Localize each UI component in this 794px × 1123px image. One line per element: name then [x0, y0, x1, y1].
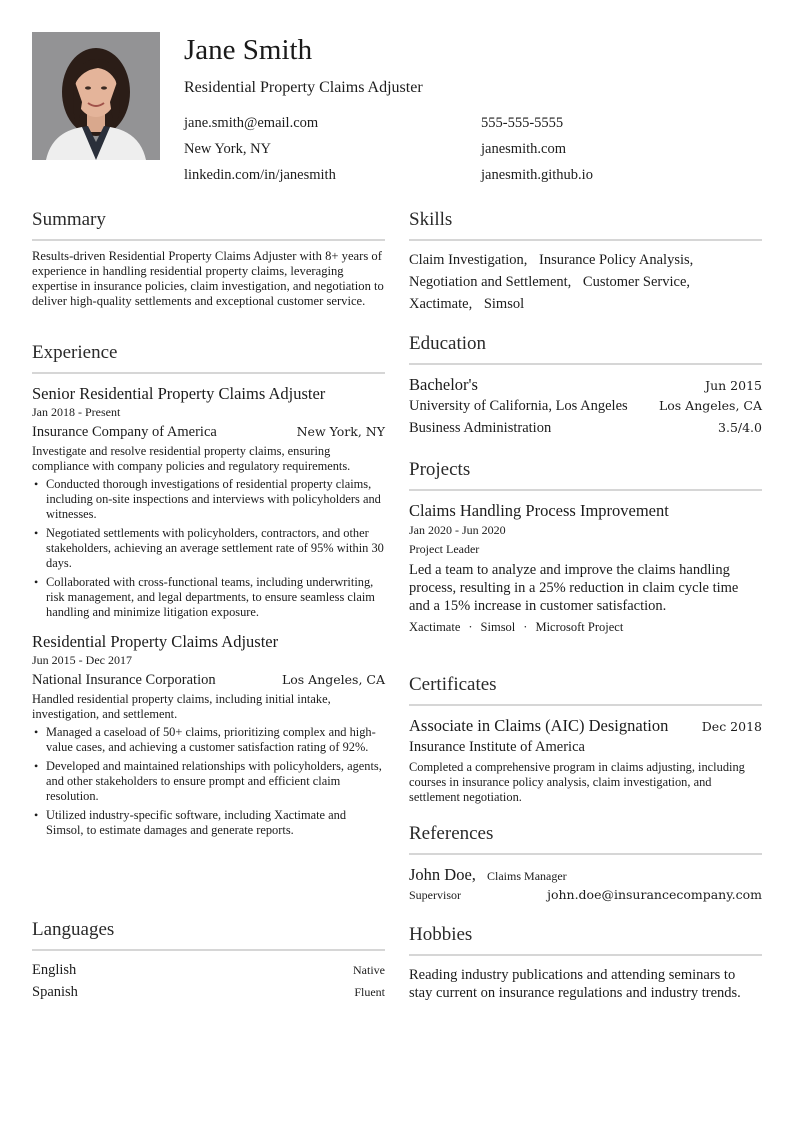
github-link[interactable]: janesmith.github.io [481, 167, 593, 183]
hobbies-heading: Hobbies [409, 923, 762, 956]
experience-heading: Experience [32, 341, 385, 374]
job-title: Residential Property Claims Adjuster [32, 632, 279, 651]
candidate-title: Residential Property Claims Adjuster [184, 79, 423, 96]
job-bullets [32, 725, 385, 838]
job-company: Insurance Company of America [32, 424, 217, 440]
references-section [409, 822, 762, 903]
language-name: English [32, 962, 77, 978]
languages-heading: Languages [32, 918, 385, 951]
certificates-section [409, 673, 762, 805]
project-dates: Jan 2020 - Jun 2020 [409, 523, 506, 537]
reference-detail-row [409, 887, 762, 903]
experience-section [32, 341, 385, 842]
summary-section [32, 208, 385, 309]
skill-item: Claim Investigation [409, 252, 524, 268]
job-description: Handled residential property claims, including initial intake, investigation, and settlement. [32, 692, 331, 721]
hobbies-section [409, 923, 762, 1002]
education-field: Business Administration [409, 420, 552, 436]
education-location: Los Angeles, CA [658, 398, 762, 413]
job-bullet: • Collaborated with cross-functional teams, including underwriting, risk management, and legal departments, to ensure seamless claim handling and minimize litigation exposure. [32, 575, 385, 620]
project-description: Led a team to analyze and improve the claims handling process, resulting in a 25% reduction in claim cycle time and a 15% increase in customer satisfaction. [409, 562, 739, 614]
summary-text: Results-driven Residential Property Claims Adjuster with 8+ years of experience in handling residential property claims, leveraging expertise in insurance policies, claim investigation, and negotiation to deliver high-quality settlements and exceptional customer service. [32, 249, 384, 308]
skill-item: Insurance Policy Analysis [539, 252, 690, 268]
skill-item: Simsol [483, 296, 525, 312]
job-entry [32, 384, 385, 620]
job-location: New York, NY [296, 424, 385, 439]
job-bullet: • Utilized industry-specific software, including Xactimate and Simsol, to estimate damages and generate reports. [32, 808, 385, 838]
skills-heading: Skills [409, 208, 762, 241]
phone-number[interactable]: 555-555-5555 [481, 115, 564, 131]
language-level: Native [353, 963, 385, 977]
hobbies-text: Reading industry publications and attending seminars to stay current on insurance regulations and industry trends. [409, 967, 741, 1001]
candidate-name: Jane Smith [184, 34, 313, 66]
language-name: Spanish [32, 984, 78, 1000]
language-level: Fluent [354, 985, 385, 999]
certificate-issuer: Insurance Institute of America [409, 739, 585, 755]
linkedin-link[interactable]: linkedin.com/in/janesmith [184, 167, 336, 183]
project-tags: Xactimate · Simsol · Microsoft Project [409, 620, 624, 634]
portrait-image [32, 32, 160, 160]
certificate-description: Completed a comprehensive program in claims adjusting, including courses in insurance policy analysis, claim investigation, and settlement negotiation. [409, 760, 745, 804]
job-bullet: • Managed a caseload of 50+ claims, prioritizing complex and high-value cases, and achieving a customer satisfaction rating of 92%. [32, 725, 385, 755]
certificate-name: Associate in Claims (AIC) Designation [409, 716, 669, 735]
projects-heading: Projects [409, 458, 762, 491]
job-description: Investigate and resolve residential property claims, ensuring compliance with company policies and regulatory requirements. [32, 444, 351, 473]
job-title: Senior Residential Property Claims Adjuster [32, 384, 326, 403]
project-name: Claims Handling Process Improvement [409, 501, 669, 520]
job-company-row [32, 423, 385, 441]
job-dates: Jan 2018 - Present [32, 405, 121, 419]
languages-section [32, 918, 385, 1005]
job-company-row [32, 671, 385, 689]
certificate-row [409, 716, 762, 736]
education-degree: Bachelor's [409, 375, 478, 394]
job-bullet: • Negotiated settlements with policyholders, contractors, and other stakeholders, achieving an average settlement rate of 95% within 30 days. [32, 526, 385, 571]
certificate-date: Dec 2018 [701, 719, 762, 734]
education-school: University of California, Los Angeles [409, 398, 628, 414]
profile-photo [32, 32, 160, 160]
reference-position: Claims Manager [487, 869, 567, 883]
project-role: Project Leader [409, 542, 480, 556]
project-tag: Microsoft Project [535, 620, 624, 634]
job-company: National Insurance Corporation [32, 672, 216, 688]
project-tag: Simsol [480, 620, 516, 634]
skill-item: Negotiation and Settlement [409, 274, 568, 290]
language-row [32, 983, 385, 1001]
job-dates: Jun 2015 - Dec 2017 [32, 653, 132, 667]
job-location: Los Angeles, CA [281, 672, 385, 687]
skill-item: Customer Service [582, 274, 687, 290]
education-school-row [409, 397, 762, 415]
reference-email[interactable]: john.doe@insurancecompany.com [547, 887, 762, 902]
skills-section [409, 208, 762, 315]
certificates-heading: Certificates [409, 673, 762, 706]
website-link[interactable]: janesmith.com [481, 141, 566, 157]
education-heading: Education [409, 332, 762, 365]
job-bullets [32, 477, 385, 620]
summary-heading: Summary [32, 208, 385, 241]
language-row [32, 961, 385, 979]
email-link[interactable]: jane.smith@email.com [184, 115, 319, 131]
education-degree-row [409, 375, 762, 395]
references-heading: References [409, 822, 762, 855]
education-date: Jun 2015 [705, 378, 762, 393]
location: New York, NY [184, 141, 272, 157]
education-gpa: 3.5/4.0 [718, 420, 762, 435]
projects-section [409, 458, 762, 635]
job-entry [32, 632, 385, 838]
skills-list: Claim Investigation, Insurance Policy Analysis, Negotiation and Settlement, Customer Service, Xactimate, Simsol [409, 252, 694, 312]
education-section [409, 332, 762, 437]
job-bullet: • Conducted thorough investigations of residential property claims, including on-site inspections and interviews with policyholders and witnesses. [32, 477, 385, 522]
project-tag: Xactimate [409, 620, 461, 634]
job-bullet: • Developed and maintained relationships with policyholders, agents, and other stakeholders to ensure prompt and efficient claim resolution. [32, 759, 385, 804]
reference-relation: Supervisor [409, 888, 461, 902]
education-field-row [409, 419, 762, 437]
reference-name: John Doe, [409, 865, 476, 884]
skill-item: Xactimate [409, 296, 469, 312]
reference-name-row [409, 865, 762, 885]
